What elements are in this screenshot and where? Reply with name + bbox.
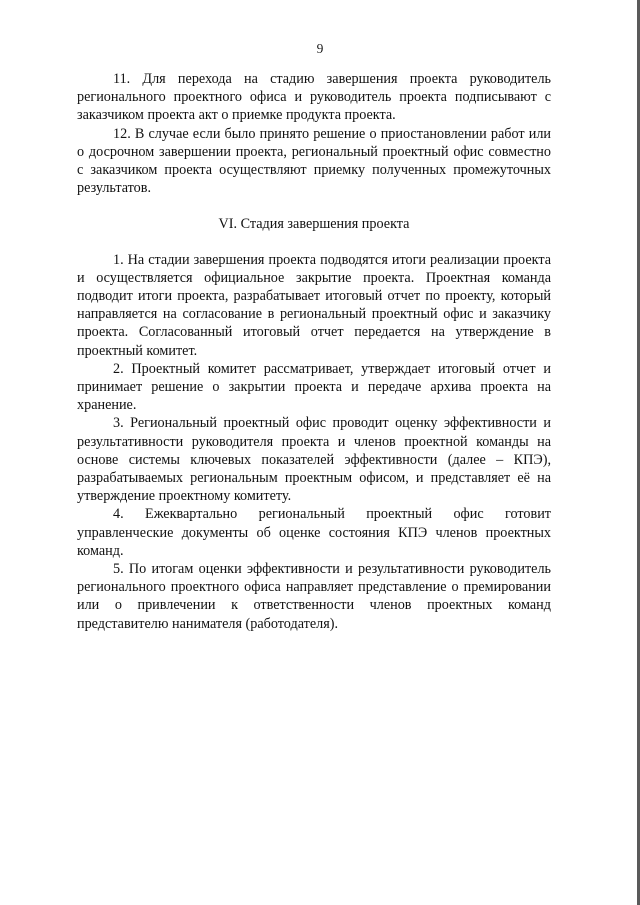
page-number: 9 (316, 41, 324, 56)
document-body (77, 70, 551, 633)
paragraph-vi-1: 1. На стадии завершения проекта подводятся итоги реализации проекта и осуществляется официальное закрытие проекта. Проектная команда подводит итоги проекта, разрабатывает итоговый отчет по проекту, который направляется на согласование в региональный проектный офис и заказчику проекта. Согласованный итоговый отчет передается на утверждение в проектный комитет. (77, 251, 551, 359)
section-heading: VI. Стадия завершения проекта (218, 216, 410, 233)
paragraph-vi-2: 2. Проектный комитет рассматривает, утверждает итоговый отчет и принимает решение о закрытии проекта и передаче архива проекта на хранение. (77, 360, 551, 414)
paragraph-11: 11. Для перехода на стадию завершения проекта руководитель регионального проектного офиса и руководитель проекта подписывают с заказчиком проекта акт о приемке продукта проекта. (77, 71, 551, 124)
paragraph-vi-4: 4. Ежеквартально региональный проектный офис готовит управленческие документы об оценке состояния КПЭ членов проектных команд. (77, 506, 551, 559)
paragraph-vi-3: 3. Региональный проектный офис проводит оценку эффективности и результативности руководителя проекта и членов проектной команды на основе системы ключевых показателей эффективности (далее – КПЭ), разрабатываемых региональным проектным офисом, и представляет её на утверждение проектному комитету. (77, 415, 551, 505)
paragraph-vi-5: 5. По итогам оценки эффективности и результативности руководитель регионального проектного офиса направляет представление о премировании или о привлечении к ответственности членов проектных команд представителю нанимателя (работодателя). (77, 561, 551, 632)
paragraph-12: 12. В случае если было принято решение о приостановлении работ или о досрочном завершении проекта, региональный проектный офис совместно с заказчиком проекта осуществляют приемку полученных промежуточных результатов. (77, 125, 551, 197)
